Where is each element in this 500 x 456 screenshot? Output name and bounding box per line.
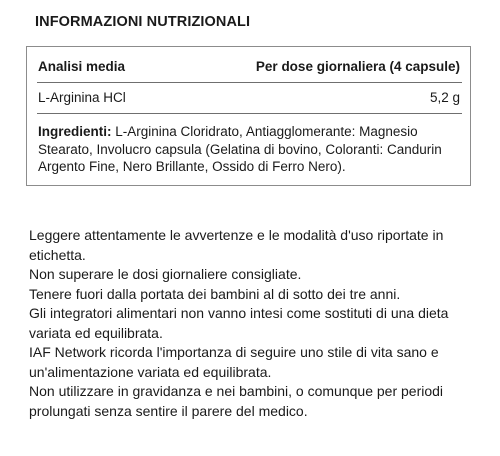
warning-item: Non superare le dosi giornaliere consigliate.: [29, 266, 302, 282]
divider: [37, 113, 462, 114]
nutrient-value: 5,2 g: [429, 90, 460, 105]
nutrition-table: [26, 46, 471, 186]
warning-item: Tenere fuori dalla portata dei bambini al di sotto dei tre anni.: [29, 285, 401, 302]
warning-item: Non utilizzare in gravidanza e nei bambini, o comunque per periodi prolungati senza sentire il parere del medico.: [29, 383, 444, 419]
section-title: INFORMAZIONI NUTRIZIONALI: [35, 14, 251, 30]
column-header-analysis: Analisi media: [38, 59, 126, 74]
ingredients-text: L-Arginina Cloridrato, Antiagglomerante: Magnesio Stearato, Involucro capsula (Gelatina di bovino, Coloranti: Candurin Argento Fine, Nero Brillante, Ossido di Ferro Nero).: [38, 124, 442, 174]
warning-item: Gli integratori alimentari non vanno intesi come sostituti di una dieta variata ed equilibrata.: [29, 305, 449, 341]
column-header-daily-dose: Per dose giornaliera (4 capsule): [255, 59, 460, 74]
warning-item: Leggere attentamente le avvertenze e le modalità d'uso riportate in etichetta.: [29, 227, 444, 263]
ingredients: [38, 123, 460, 176]
warnings-list: [29, 226, 479, 421]
divider: [37, 82, 462, 83]
warning-item: IAF Network ricorda l'importanza di seguire uno stile di vita sano e un'alimentazione variata ed equilibrata.: [29, 344, 439, 380]
nutrient-name: L-Arginina HCl: [38, 90, 126, 105]
ingredients-label: Ingredienti:: [38, 124, 112, 139]
